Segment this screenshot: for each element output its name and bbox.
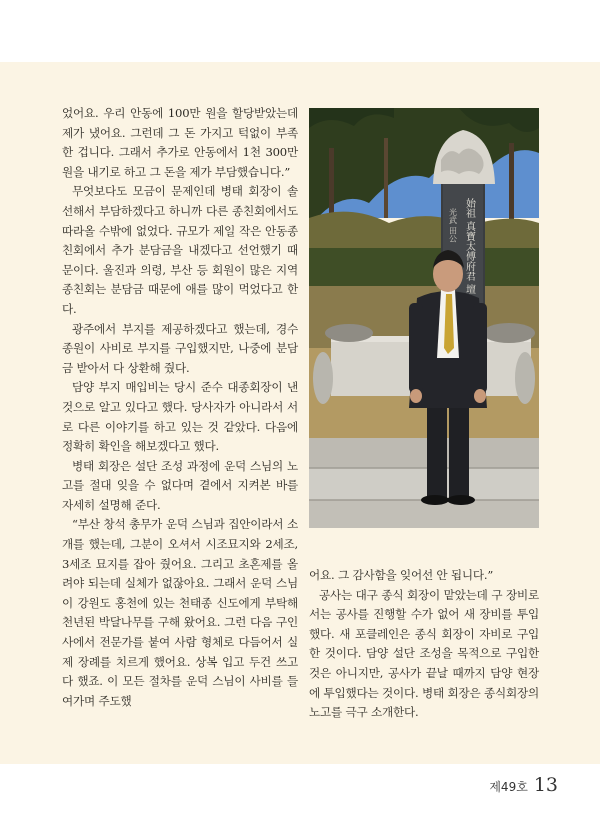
top-margin — [0, 0, 600, 62]
paragraph-3: 광주에서 부지를 제공하겠다고 했는데, 경수 종원이 사비로 부지를 구입했지만, 나중에 분담금 받아서 다 상환해 줬다. — [62, 321, 298, 375]
paragraph-6: “부산 창석 총무가 운덕 스님과 집안이라서 소개를 했는데, 그분이 오셔서 시조묘지와 2세조, 3세조 묘지를 잡아 줬어요. 그리고 초혼제를 올려야 되는데 실체가 없잖아요. 그래서 운덕 스님이 강원도 홍천에 있는 천태종 신도에게 부탁해 천년된 박달나무를 구해 왔어요. 그런 다음 구인사에서 전문가를 붙여 사람 형체로 다듬어서 실제 장례를 치르게 했어요. 상복 입고 두건 쓰고 다 했죠. 이 모든 절차를 운덕 스님이 사비를 들여가며 주도했 — [62, 517, 298, 708]
left-text-column — [62, 104, 298, 711]
paragraph-2: 무엇보다도 모금이 문제인데 병태 회장이 솔선해서 부담하겠다고 하니까 다른 종친회에서도 따라올 수밖에 없었다. 규모가 제일 작은 안동종친회에서 추가 분담금을 내겠다고 선언했기 때문이다. 울진과 의령, 부산 등 회원이 많은 지역종친회는 분담금 때문에 애를 많이 먹었다고 한다. — [62, 184, 298, 316]
paragraph-5: 병태 회장은 설단 조성 과정에 운덕 스님의 노고를 절대 잊을 수 없다며 곁에서 지켜본 바를 자세히 설명해 준다. — [62, 458, 298, 512]
paragraph-4: 담양 부지 매입비는 당시 준수 대종회장이 낸 것으로 알고 있다고 했다. 당사자가 아니라서 서로 다른 이야기를 하고 있는 것 같았다. 다음에 정확히 확인을 해보겠다고 했다. — [62, 380, 298, 454]
paragraph-8: 공사는 대구 종식 회장이 맡았는데 구 장비로서는 공사를 진행할 수가 없어 새 장비를 투입했다. 새 포클레인은 종식 회장이 자비로 구입한 것이다. 담양 설단 조성을 목적으로 구입한 것은 아니지만, 공사가 끝날 때까지 담양 현장에 투입했다는 것이다. 병태 회장은 종식회장의 노고를 극구 소개한다. — [309, 587, 539, 720]
issue-number: 제49호 — [489, 780, 528, 794]
page-number: 13 — [533, 774, 558, 796]
page-footer — [489, 774, 558, 796]
right-text-column — [309, 566, 539, 723]
stele-side-inscription: 光武 田公 — [448, 208, 458, 243]
stele-inscription: 始祖 真寶太傅府君 壇 — [463, 198, 475, 295]
paragraph-1: 었어요. 우리 안동에 100만 원을 할당받았는데 제가 냈어요. 그런데 그 돈 가지고 턱없이 부족한 겁니다. 그래서 추가로 안동에서 1천 300만 원을 내기로 하고 그 돈을 제가 부담했습니다.” — [62, 106, 298, 179]
paragraph-7: 어요. 그 감사함을 잊어선 안 됩니다.” — [309, 568, 494, 582]
photo-stele-and-man — [309, 108, 539, 528]
